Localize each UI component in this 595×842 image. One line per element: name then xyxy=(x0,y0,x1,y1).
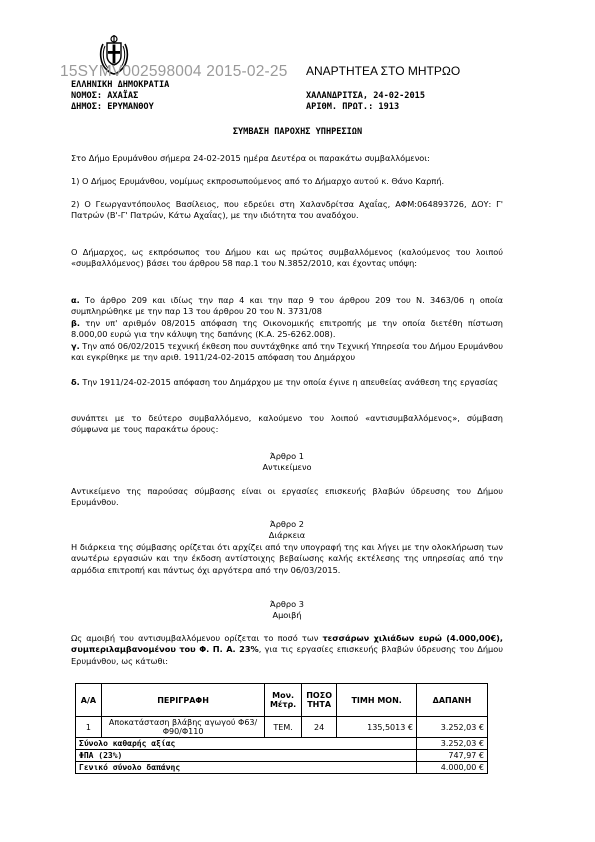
article-3-amount: τεσσάρων χιλιάδων ευρώ (4.000,00€), συμπεριλαμβανομένου του Φ. Π. Α. 23% xyxy=(71,633,503,655)
mayor-paragraph: Ο Δήμαρχος, ως εκπρόσωπος του Δήμου και ως πρώτος συμβαλλόμενος (καλούμενος του λοιπού «συμβαλλόμενος) βάσει του άρθρου 58 παρ.1 του Ν.3852/2010, και έχοντας υπόψη: xyxy=(71,247,503,269)
consideration-text: Την από 06/02/2015 τεχνική έκθεση που συντάχθηκε από την Τεχνική Υπηρεσία του Δήμου Ερυμάνθου και εγκρίθηκε με την αριθ. 1911/24-02-2015 απόφαση του Δημάρχου xyxy=(71,341,503,363)
cell-unit: ΤΕΜ. xyxy=(265,717,302,738)
col-header-cost: ΔΑΠΑΝΗ xyxy=(416,684,487,717)
party-one-paragraph: 1) Ο Δήμος Ερυμάνθου, νομίμως εκπροσωπούμενος από το Δήμαρχο αυτού κ. Θάνο Καρπή. xyxy=(71,176,445,186)
col-header-aa: Α/Α xyxy=(76,684,102,717)
consideration-text: Την 1911/24-02-2015 απόφαση του Δημάρχου με την οποία έγινε η απευθείας ανάθεση της εργασίας xyxy=(79,377,499,387)
intro-paragraph: Στο Δήμο Ερυμάνθου σήμερα 24-02-2015 ημέρα Δευτέρα οι παρακάτω συμβαλλόμενοι: xyxy=(71,153,430,163)
article-2-title: Διάρκεια xyxy=(268,530,306,540)
registry-posting-label: ΑΝΑΡΤΗΤΕΑ ΣΤΟ ΜΗΤΡΩΟ xyxy=(306,64,461,78)
cell-unit-price: 135,5013 € xyxy=(337,717,417,738)
article-3-number: Άρθρο 3 xyxy=(270,599,304,609)
consideration-letter: β. xyxy=(71,318,80,328)
consideration-delta xyxy=(71,377,503,388)
consideration-alpha xyxy=(71,295,503,318)
col-header-unit-price: ΤΙΜΗ ΜΟΝ. xyxy=(337,684,417,717)
vat-label: ΦΠΑ (23%) xyxy=(76,750,417,762)
article-1-text: Αντικείμενο της παρούσας σύμβασης είναι οι εργασίες επισκευής βλαβών ύδρευσης του Δήμου Ερυμάνθου. xyxy=(71,486,503,508)
consideration-gamma xyxy=(71,341,503,364)
col-header-unit: Μον. Μέτρ. xyxy=(265,684,302,717)
pricing-table xyxy=(75,683,488,774)
table-total-row xyxy=(76,762,488,774)
document-title: ΣΥΜΒΑΣΗ ΠΑΡΟΧΗΣ ΥΠΗΡΕΣΙΩΝ xyxy=(232,127,363,137)
col-header-description: ΠΕΡΙΓΡΑΦΗ xyxy=(101,684,265,717)
article-3-text xyxy=(71,633,503,667)
article-1-number: Άρθρο 1 xyxy=(270,451,304,461)
table-total-row xyxy=(76,750,488,762)
cell-aa: 1 xyxy=(76,717,102,738)
header-country: ΕΛΛΗΝΙΚΗ ΔΗΜΟΚΡΑΤΙΑ xyxy=(71,80,170,90)
article-3-text-end: , για τις εργασίες επισκευής βλαβών ύδρευσης του Δήμου Ερυμάνθου, ως κάτωθι: xyxy=(71,644,503,666)
header-place-date: ΧΑΛΑΝΔΡΙΤΣΑ, 24-02-2015 xyxy=(306,91,425,101)
consideration-text: Το άρθρο 209 και ιδίως την παρ 4 και την παρ 9 του άρθρου 209 του Ν. 3463/06 η οποία συμπληρώθηκε με την παρ 13 του άρθρου 20 του Ν. 3731/08 xyxy=(71,295,503,317)
consideration-letter: γ. xyxy=(71,341,80,351)
table-total-row xyxy=(76,738,488,750)
agreement-paragraph: συνάπτει με το δεύτερο συμβαλλόμενο, καλούμενο του λοιπού «αντισυμβαλλόμενος», σύμβαση σύμφωνα με τους παρακάτω όρους: xyxy=(71,413,503,435)
header-prefecture: ΝΟΜΟΣ: ΑΧΑΪΑΣ xyxy=(71,91,139,101)
net-total-value: 3.252,03 € xyxy=(416,738,487,750)
consideration-letter: δ. xyxy=(71,377,80,387)
article-1-title: Αντικείμενο xyxy=(262,462,312,472)
cell-quantity: 24 xyxy=(301,717,336,738)
grand-total-value: 4.000,00 € xyxy=(416,762,487,774)
header-municipality: ΔΗΜΟΣ: ΕΡΥΜΑΝΘΟΥ xyxy=(71,102,154,112)
cell-description: Αποκατάσταση βλάβης αγωγού Φ63/Φ90/Φ110 xyxy=(101,717,265,738)
consideration-beta xyxy=(71,318,503,341)
article-3-title: Αμοιβή xyxy=(272,610,302,620)
cell-cost: 3.252,03 € xyxy=(416,717,487,738)
net-total-label: Σύνολο καθαρής αξίας xyxy=(76,738,417,750)
party-two-paragraph: 2) Ο Γεωργαντόπουλος Βασίλειος, που εδρεύει στη Χαλανδρίτσα Αχαΐας, ΑΦΜ:064893726, ΔΟΥ: Γ' Πατρών (Β'-Γ' Πατρών, Κάτω Αχαΐας), με την ιδιότητα του αναδόχου. xyxy=(71,199,503,221)
article-2-number: Άρθρο 2 xyxy=(270,519,304,529)
vat-value: 747,97 € xyxy=(416,750,487,762)
grand-total-label: Γενικό σύνολο δαπάνης xyxy=(76,762,417,774)
table-row xyxy=(76,717,488,738)
table-header-row xyxy=(76,684,488,717)
article-2-text: Η διάρκεια της σύμβασης ορίζεται ότι αρχίζει από την υπογραφή της και λήγει με την ολοκλήρωση των ανωτέρω εργασιών και την έκδοση αντίστοιχης βεβαίωσης καλής εκτέλεσης της υπηρεσίας από την αρμόδια επιτροπή και πάντως όχι αργότερα από την 06/03/2015. xyxy=(71,542,503,575)
col-header-quantity: ΠΟΣΟ ΤΗΤΑ xyxy=(301,684,336,717)
consideration-text: την υπ' αριθμόν 08/2015 απόφαση της Οικονομικής επιτροπής με την οποία διετέθη πίστωση 8.000,00 ευρώ για την κάλυψη της δαπάνης (Κ.Α. 25-6262.008). xyxy=(71,318,503,340)
header-protocol-number: ΑΡΙΘΜ. ΠΡΩΤ.: 1913 xyxy=(306,102,400,112)
article-3-text-start: Ως αμοιβή του αντισυμβαλλόμενου ορίζεται το ποσό των xyxy=(71,633,323,643)
document-stamp-code: 15SYMV002598004 2015-02-25 xyxy=(60,63,288,80)
consideration-letter: α. xyxy=(71,295,80,305)
